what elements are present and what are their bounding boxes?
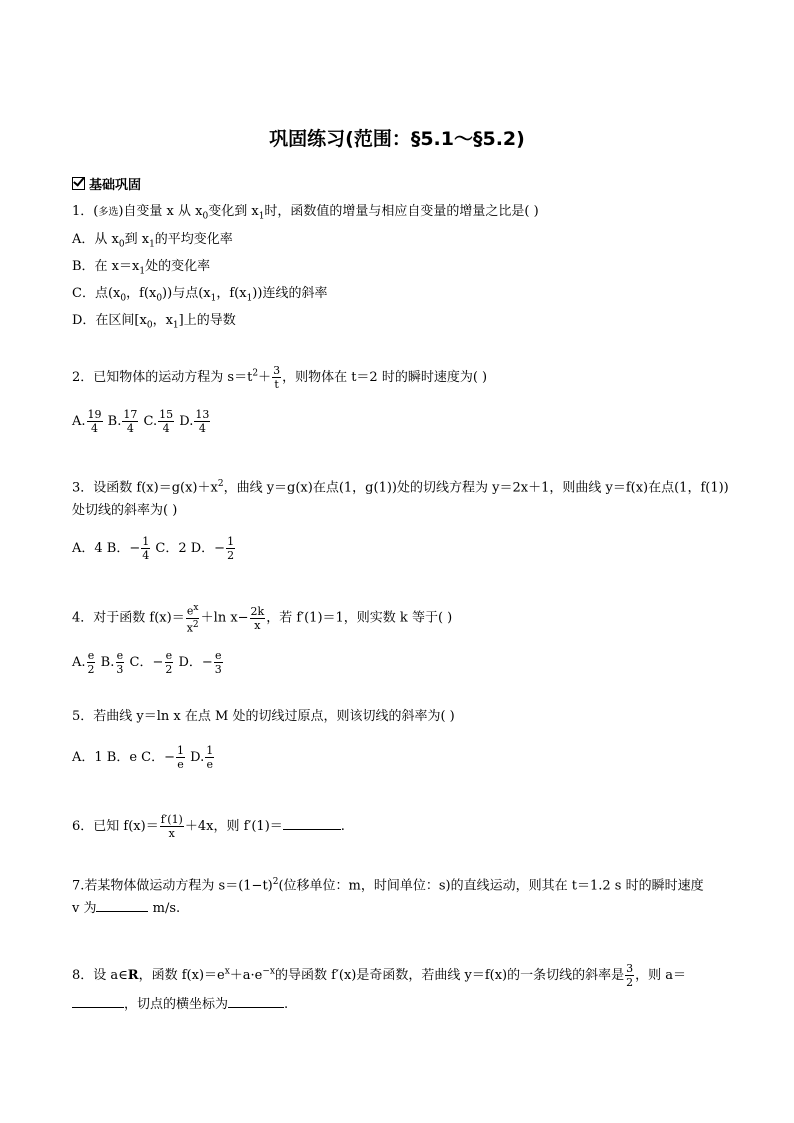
- answer-blank[interactable]: [228, 1007, 284, 1008]
- answer-blank[interactable]: [283, 829, 341, 830]
- question-3-options: A．4 B．− $\frac{1}{4}$ C．2 D．− $\frac{1}{2}$: [72, 535, 235, 562]
- question-1-option-d: D．在区间[$x_0$，$x_1$]上的导数: [72, 313, 236, 331]
- question-7-stem-line2: v 为 m/s.: [72, 901, 181, 916]
- answer-blank[interactable]: [72, 1007, 124, 1008]
- answer-blank[interactable]: [96, 911, 148, 912]
- question-4-stem: 4．对于函数 f(x)＝ $\frac{e^x}{x^2}$ ＋ln x− $\frac{2k}{x}$ ，若 f′(1)＝1，则实数 k 等于( ): [72, 603, 453, 635]
- checkbox-icon: [72, 177, 85, 190]
- fraction: $\frac{3}{t}$: [273, 364, 281, 391]
- section-label: 基础巩固: [89, 178, 142, 193]
- question-1-option-a: A．从 $x_0$到 $x_1$的平均变化率: [72, 232, 233, 250]
- question-5-options: A．1 B．e C．− $\frac{1}{e}$ D. $\frac{1}{e}$: [72, 744, 214, 771]
- question-3-stem-line2: 处切线的斜率为( ): [72, 503, 178, 518]
- question-8-stem: 8．设 a∈R，函数 $f(x)=e^x+a\cdot e^{-x}$的导函数 f′(x)是奇函数，若曲线 y＝f(x)的一条切线的斜率是 $\frac{3}{2}$ ，则 a＝: [72, 962, 687, 989]
- section-heading: [72, 174, 141, 193]
- question-3-stem: 3．设函数 $f(x)=g(x)+x^2$，曲线 y＝g(x)在点(1，g(1))处的切线方程为 y＝2x＋1，则曲线 y＝f(x)在点(1，f(1)): [72, 479, 729, 496]
- question-4-options: A. $\frac{e}{2}$ B. $\frac{e}{3}$ C．− $\frac{e}{2}$ D．− $\frac{e}{3}$: [72, 649, 222, 676]
- question-1-option-b: B．在 $x=x_1$处的变化率: [72, 259, 211, 277]
- question-2-options: A. $\frac{19}{4}$ B. $\frac{17}{4}$ C. $\frac{15}{4}$ D. $\frac{13}{4}$: [72, 408, 210, 435]
- question-1-option-c: C．点($x_0$，$f(x_0)$)与点($x_1$，$f(x_1)$)连线的斜率: [72, 286, 328, 304]
- question-8-stem-line2: ，切点的横坐标为 .: [72, 997, 288, 1013]
- question-7-stem: 7.若某物体做运动方程为 $s=(1-t)^2$(位移单位：m，时间单位：s)的直线运动，则其在 t＝1.2 s 时的瞬时速度: [72, 877, 704, 894]
- question-6-stem: 6．已知 f(x)＝ $\frac{f'(1)}{x}$ ＋4x，则 f′(1)＝ .: [72, 813, 345, 840]
- page-title: 巩固练习(范围：§5.1～§5.2): [269, 128, 525, 150]
- question-5-stem: 5．若曲线 y＝ln x 在点 M 处的切线过原点，则该切线的斜率为( ): [72, 709, 455, 724]
- question-1-stem: 1．(多选)自变量 x 从 $x_0$变化到 $x_1$时，函数值的增量与相应自变量的增量之比是( ): [72, 204, 539, 222]
- question-2-stem: 2．已知物体的运动方程为 $s=t^2+$ $\frac{3}{t}$ ，则物体在 t＝2 时的瞬时速度为( ): [72, 364, 488, 391]
